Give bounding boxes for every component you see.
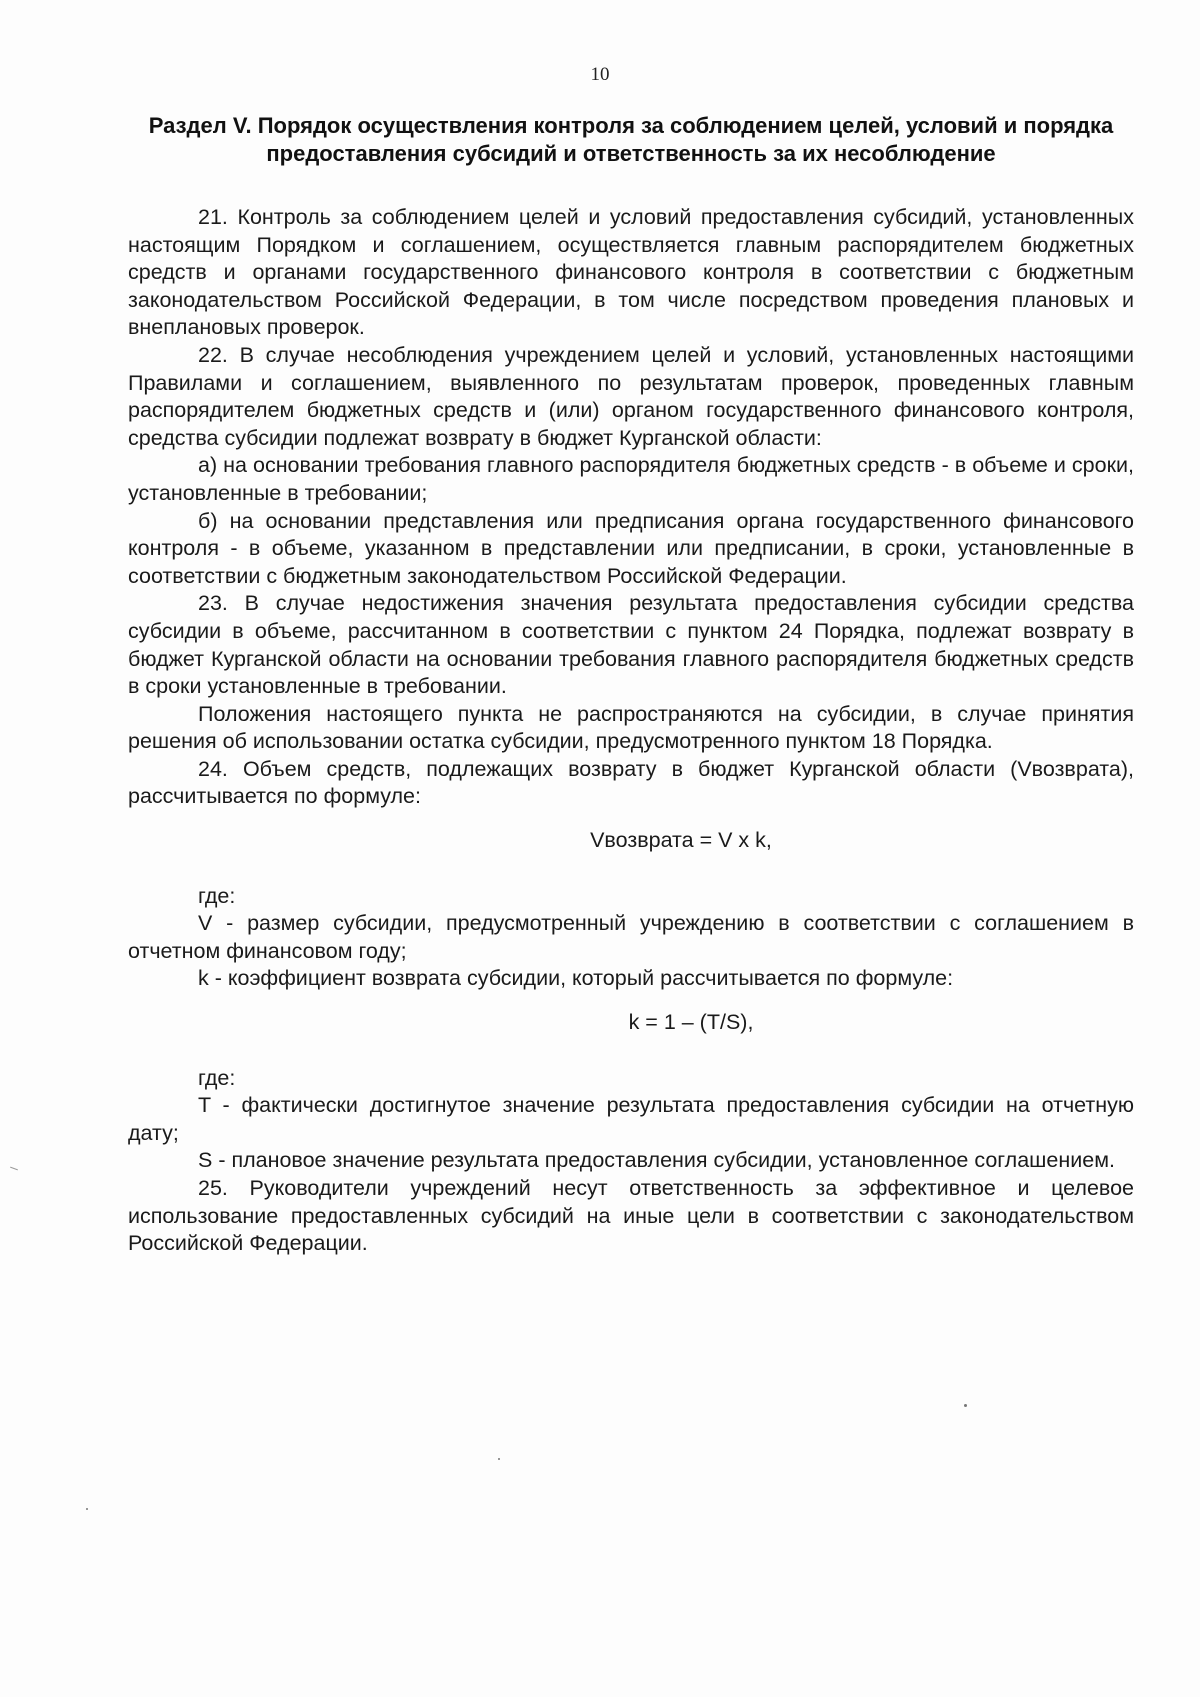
paragraph-22: 22. В случае несоблюдения учреждением целей и условий, установленных настоящими Правилами и соглашением, выявленного по результатам проверок, проведенных главным распорядителем бюджетных средств и (или) органом государственного финансового контроля, средства субсидии подлежат возврату в бюджет Курганской области:: [128, 342, 1134, 450]
paragraph-25: 25. Руководители учреждений несут ответственность за эффективное и целевое использование предоставленных субсидий на иные цели в соответствии с законодательством Российской Федерации.: [128, 1176, 1134, 1256]
paragraph-24: 24. Объем средств, подлежащих возврату в бюджет Курганской области (Vвозврата), рассчитывается по формуле:: [128, 756, 1134, 809]
document-body: [128, 112, 1134, 1258]
scan-speck: [86, 1508, 88, 1510]
paragraph-21: 21. Контроль за соблюдением целей и условий предоставления субсидий, установленных настоящим Порядком и соглашением, осуществляется главным распорядителем бюджетных средств и органами государственного финансового контроля в соответствии с бюджетным законодательством Российской Федерации, в том числе посредством проведения плановых и внеплановых проверок.: [128, 205, 1134, 340]
definition-v: V - размер субсидии, предусмотренный учреждению в соответствии с соглашением в отчетном финансовом году;: [128, 911, 1134, 963]
formula-return-volume: Vвозврата = V x k,: [590, 828, 772, 853]
page-number: 10: [590, 64, 610, 85]
definition-t: T - фактически достигнутое значение результата предоставления субсидии на отчетную дату;: [128, 1093, 1134, 1145]
definition-s: S - плановое значение результата предоставления субсидии, установленное соглашением.: [198, 1148, 1115, 1173]
formula-coefficient: k = 1 – (T/S),: [628, 1010, 754, 1035]
paragraph-22-b: б) на основании представления или предписания органа государственного финансового контроля - в объеме, указанном в представлении или предписании, в сроки, установленные в соответствии с бюджетным законодательством Российской Федерации.: [128, 508, 1134, 588]
paragraph-23-note: Положения настоящего пункта не распространяются на субсидии, в случае принятия решения об использовании остатка субсидии, предусмотренного пунктом 18 Порядка.: [128, 701, 1134, 754]
definition-k: k - коэффициент возврата субсидии, который рассчитывается по формуле:: [198, 966, 954, 991]
where-label-1: где:: [198, 883, 236, 908]
scan-speck: [498, 1458, 500, 1460]
section-title: Раздел V. Порядок осуществления контроля за соблюдением целей, условий и порядка предоставления субсидий и ответственность за их несоблюдение: [148, 113, 1114, 166]
paragraph-23: 23. В случае недостижения значения результата предоставления субсидии средства субсидии в объеме, рассчитанном в соответствии с пунктом 24 Порядка, подлежат возврату в бюджет Курганской области на основании требования главного распорядителя бюджетных средств в сроки установленные в требовании.: [128, 591, 1134, 699]
scan-edge-mark: [10, 1167, 18, 1171]
where-label-2: где:: [198, 1065, 236, 1090]
scan-speck: [964, 1404, 967, 1407]
paragraph-22-a: а) на основании требования главного распорядителя бюджетных средств - в объеме и сроки, установленные в требовании;: [128, 453, 1134, 505]
